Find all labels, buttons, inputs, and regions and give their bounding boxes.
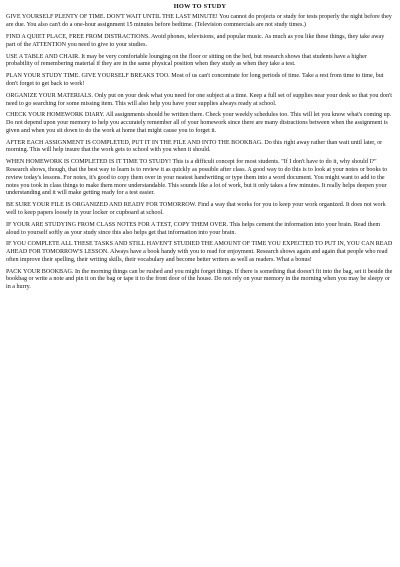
- paragraph-plenty-of-time: [6, 14, 394, 30]
- paragraph-table-and-chair: [6, 54, 394, 70]
- document-title: HOW TO STUDY: [173, 3, 227, 10]
- paragraph-body: It may be very comfortable lounging on the floor or sitting on the bed, but research shows that students have a higher probability of remembering material if they are in the same physical position when they study as when they take a test.: [6, 53, 367, 68]
- paragraph-homework-diary: [6, 112, 394, 135]
- paragraph-heading: USE A TABLE AND CHAIR.: [6, 53, 80, 60]
- paragraph-heading: FIND A QUIET PLACE, FREE FROM DISTRACTIONS.: [6, 34, 150, 40]
- paragraph-heading: CHECK YOUR HOMEWORK DIARY.: [6, 112, 105, 119]
- paragraph-quiet-place: [6, 34, 394, 50]
- paragraph-heading: AFTER EACH ASSIGNMENT IS COMPLETED, PUT IT IN THE FILE AND INTO THE BOOKBAG.: [6, 139, 263, 146]
- paragraph-body: Do this right away rather than wait until later, or morning. This will help insure that the work gets to school with you when it should.: [6, 139, 383, 154]
- paragraph-body: This is a difficult concept for most students. "If I don't have to do it, why should I?" Research shows, though, that the best way to learn is to review it as quickly as possible after class. A good way to do this is to look at your notes or books to review today's lessons. For notes, it's good to copy them over in your neatest handwriting or type them into a word document. You might want to add to the notes you took in class things to make them more understandable. This sounds like a lot of work, but it only takes a few minutes. It really helps deepen your understanding and it will make getting ready for a test easier.: [6, 159, 388, 197]
- paragraph-after-each-assignment: [6, 140, 394, 156]
- paragraph-plan-study-time: [6, 73, 394, 89]
- paragraph-heading: GIVE YOURSELF PLENTY OF TIME. DON'T WAIT UNTIL THE LAST MINUTE!: [6, 14, 218, 21]
- paragraph-organize-materials: [6, 93, 394, 109]
- paragraph-heading: PLAN YOUR STUDY TIME. GIVE YOURSELF BREAKS TOO.: [6, 73, 170, 80]
- paragraph-body: Only put on your desk what you need for one subject at a time. Keep a full set of supplies near your desk so that you don't need to go searching for some missing item. This will also help you have your supplies always ready at school.: [6, 92, 392, 107]
- paragraph-heading: IF YOU COMPLETE ALL THESE TASKS AND STILL HAVEN'T STUDIED THE AMOUNT OF TIME YOU EXPECTED TO PUT IN, YOU CAN READ AHEAD FOR TOMORROW'S LESSON.: [6, 241, 393, 256]
- paragraph-read-ahead: [6, 241, 394, 264]
- paragraph-time-to-study: [6, 159, 394, 198]
- paragraph-file-organized: [6, 202, 394, 218]
- paragraph-body: You cannot do projects or study for tests properly the night before they are due. You also can't do a one-hour assignment 15 minutes before bedtime. (Television commercials are not study times.): [6, 14, 392, 29]
- paragraph-heading: BE SURE YOUR FILE IS ORGANIZED AND READY FOR TOMORROW.: [6, 202, 197, 209]
- paragraph-body: In the morning things can be rushed and you might forget things. If there is something that doesn't fit into the bag, set it beside the bookbag or write a note and pin it on the bag or tape it to the front door of the house. Do not rely on your memory in the morning when you may be sleepy or in a hurry.: [6, 268, 393, 291]
- paragraph-body: This helps cement the information into your brain. Read them aloud to yourself softly as your study since this also helps get that information into your brain.: [6, 221, 381, 236]
- paragraph-class-notes: [6, 222, 394, 238]
- paragraph-body: Most of us can't concentrate for long periods of time. Take a rest from time to time, but don't forget to get back to work!: [6, 73, 384, 87]
- paragraph-heading: WHEN HOMEWORK IS COMPLETED IS IT TIME TO STUDY!: [6, 159, 172, 166]
- paragraph-body: Find a way that works for you to keep your work organized. It does not work well to keep papers loosely in your locker or cupboard at school.: [6, 202, 386, 216]
- paragraph-heading: ORGANIZE YOUR MATERIALS.: [6, 92, 93, 99]
- paragraph-heading: PACK YOUR BOOKBAG.: [6, 268, 74, 275]
- paragraph-body: All assignments should be written there. Check your weekly schedules too. This will let you know what's coming up. Do not depend upon your memory to help you accurately remember all of your homework since there are many distractions between when the assignment is given and when you sit down to do the work at home that might cause you to forget it.: [6, 112, 392, 134]
- paragraph-pack-bookbag: [6, 269, 394, 292]
- paragraph-body: Avoid phones, televisions, and popular music. As much as you like these things, they take away part of the ATTENTION you need to give to your studies.: [6, 34, 385, 48]
- paragraph-body: Always have a book handy with you to read for enjoyment. Research shows again and again that people who read often improve their spelling, their writing skills, their vocabulary and become better writers as well as readers. What a bonus!: [6, 249, 388, 263]
- paragraph-heading: IF YOUR ARE STUDYING FROM CLASS NOTES FOR A TEST, COPY THEM OVER.: [6, 221, 229, 228]
